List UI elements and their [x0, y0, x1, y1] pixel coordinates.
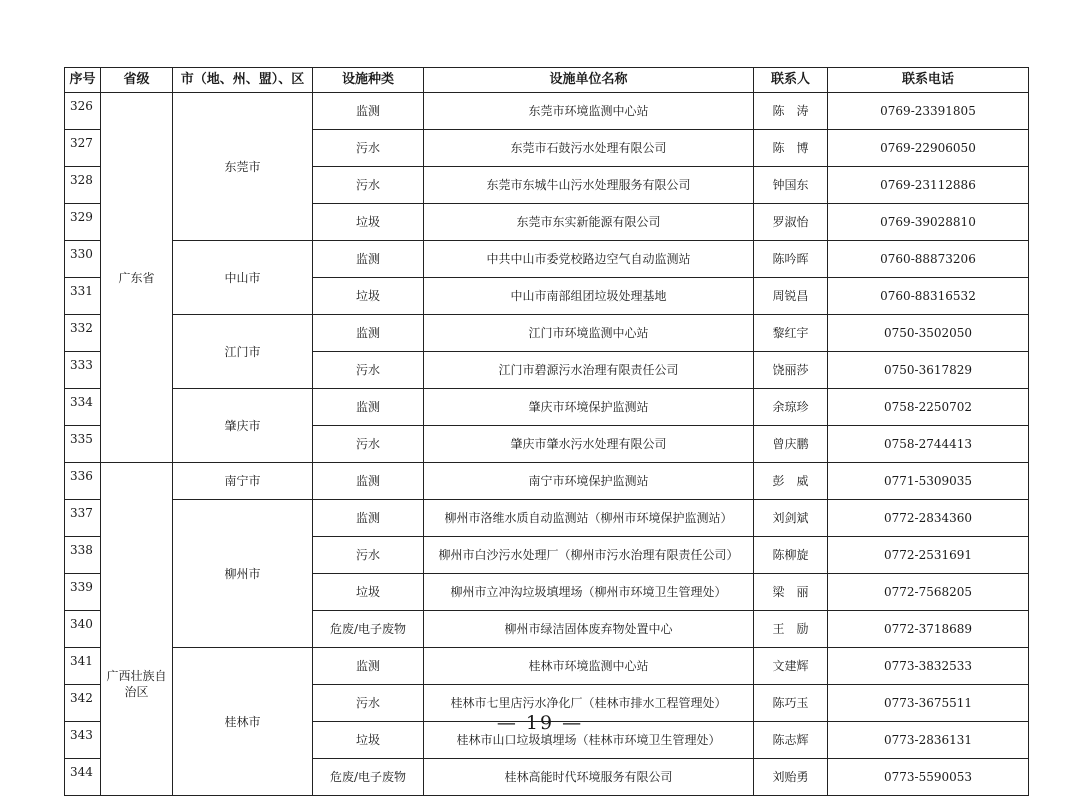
- cell-contact: 陈柳旋: [754, 537, 828, 574]
- cell-facility-type: 监测: [313, 500, 424, 537]
- cell-contact: 饶丽莎: [754, 352, 828, 389]
- cell-facility-name: 柳州市洛维水质自动监测站（柳州市环境保护监测站）: [424, 500, 754, 537]
- cell-phone: 0772-2531691: [828, 537, 1029, 574]
- cell-seq: 329: [65, 204, 101, 241]
- cell-facility-type: 垃圾: [313, 278, 424, 315]
- cell-contact: 彭 威: [754, 463, 828, 500]
- cell-facility-type: 垃圾: [313, 574, 424, 611]
- cell-city: 东莞市: [173, 93, 313, 241]
- cell-seq: 328: [65, 167, 101, 204]
- cell-seq: 343: [65, 722, 101, 759]
- cell-facility-name: 桂林市山口垃圾填埋场（桂林市环境卫生管理处）: [424, 722, 754, 759]
- cell-contact: 梁 丽: [754, 574, 828, 611]
- cell-facility-name: 桂林高能时代环境服务有限公司: [424, 759, 754, 796]
- cell-seq: 335: [65, 426, 101, 463]
- header-phone: 联系电话: [828, 68, 1029, 93]
- cell-facility-name: 东莞市东城牛山污水处理服务有限公司: [424, 167, 754, 204]
- cell-phone: 0769-22906050: [828, 130, 1029, 167]
- cell-facility-name: 中山市南部组团垃圾处理基地: [424, 278, 754, 315]
- cell-seq: 331: [65, 278, 101, 315]
- header-city: 市（地、州、盟）、区: [173, 68, 313, 93]
- cell-seq: 339: [65, 574, 101, 611]
- cell-facility-name: 江门市碧源污水治理有限责任公司: [424, 352, 754, 389]
- cell-contact: 陈 博: [754, 130, 828, 167]
- cell-city: 中山市: [173, 241, 313, 315]
- cell-city: 柳州市: [173, 500, 313, 648]
- cell-facility-type: 监测: [313, 389, 424, 426]
- cell-facility-name: 江门市环境监测中心站: [424, 315, 754, 352]
- cell-contact: 陈志辉: [754, 722, 828, 759]
- cell-phone: 0772-2834360: [828, 500, 1029, 537]
- cell-facility-name: 东莞市东实新能源有限公司: [424, 204, 754, 241]
- cell-phone: 0758-2744413: [828, 426, 1029, 463]
- cell-seq: 337: [65, 500, 101, 537]
- cell-facility-name: 柳州市绿洁固体废弃物处置中心: [424, 611, 754, 648]
- cell-contact: 文建辉: [754, 648, 828, 685]
- cell-contact: 王 励: [754, 611, 828, 648]
- cell-seq: 326: [65, 93, 101, 130]
- cell-seq: 336: [65, 463, 101, 500]
- cell-phone: 0772-3718689: [828, 611, 1029, 648]
- table-row: [65, 241, 1029, 278]
- cell-seq: 327: [65, 130, 101, 167]
- cell-facility-type: 污水: [313, 426, 424, 463]
- cell-facility-name: 桂林市环境监测中心站: [424, 648, 754, 685]
- cell-contact: 钟国东: [754, 167, 828, 204]
- cell-province: 广东省: [101, 93, 173, 463]
- cell-facility-type: 垃圾: [313, 204, 424, 241]
- cell-city: 肇庆市: [173, 389, 313, 463]
- cell-facility-name: 肇庆市环境保护监测站: [424, 389, 754, 426]
- cell-phone: 0760-88873206: [828, 241, 1029, 278]
- cell-facility-type: 监测: [313, 93, 424, 130]
- cell-facility-type: 污水: [313, 167, 424, 204]
- cell-facility-type: 污水: [313, 537, 424, 574]
- cell-contact: 刘剑斌: [754, 500, 828, 537]
- cell-facility-type: 污水: [313, 685, 424, 722]
- cell-facility-name: 中共中山市委党校路边空气自动监测站: [424, 241, 754, 278]
- header-contact: 联系人: [754, 68, 828, 93]
- cell-contact: 余琼珍: [754, 389, 828, 426]
- cell-facility-name: 东莞市环境监测中心站: [424, 93, 754, 130]
- cell-facility-type: 污水: [313, 352, 424, 389]
- cell-province: 广西壮族自治区: [101, 463, 173, 796]
- cell-contact: 曾庆鹏: [754, 426, 828, 463]
- cell-facility-name: 桂林市七里店污水净化厂（桂林市排水工程管理处）: [424, 685, 754, 722]
- table-row: [65, 648, 1029, 685]
- header-province: 省级: [101, 68, 173, 93]
- cell-contact: 陈 涛: [754, 93, 828, 130]
- cell-facility-name: 肇庆市肇水污水处理有限公司: [424, 426, 754, 463]
- cell-phone: 0771-5309035: [828, 463, 1029, 500]
- cell-phone: 0769-23112886: [828, 167, 1029, 204]
- table-row: [65, 500, 1029, 537]
- cell-seq: 338: [65, 537, 101, 574]
- cell-facility-type: 污水: [313, 130, 424, 167]
- cell-contact: 罗淑怡: [754, 204, 828, 241]
- cell-facility-type: 垃圾: [313, 722, 424, 759]
- cell-phone: 0750-3502050: [828, 315, 1029, 352]
- cell-contact: 黎红宇: [754, 315, 828, 352]
- cell-city: 江门市: [173, 315, 313, 389]
- table-row: [65, 315, 1029, 352]
- cell-seq: 333: [65, 352, 101, 389]
- cell-contact: 刘贻勇: [754, 759, 828, 796]
- cell-seq: 332: [65, 315, 101, 352]
- header-facility-name: 设施单位名称: [424, 68, 754, 93]
- facility-table: [64, 67, 1029, 796]
- cell-phone: 0750-3617829: [828, 352, 1029, 389]
- cell-facility-type: 监测: [313, 463, 424, 500]
- cell-facility-type: 危废/电子废物: [313, 759, 424, 796]
- cell-seq: 341: [65, 648, 101, 685]
- cell-phone: 0760-88316532: [828, 278, 1029, 315]
- cell-facility-type: 监测: [313, 648, 424, 685]
- cell-city: 南宁市: [173, 463, 313, 500]
- cell-facility-type: 危废/电子废物: [313, 611, 424, 648]
- table-header-row: [65, 68, 1029, 93]
- cell-seq: 330: [65, 241, 101, 278]
- header-seq: 序号: [65, 68, 101, 93]
- cell-phone: 0758-2250702: [828, 389, 1029, 426]
- cell-seq: 344: [65, 759, 101, 796]
- cell-contact: 陈巧玉: [754, 685, 828, 722]
- cell-facility-type: 监测: [313, 241, 424, 278]
- cell-facility-name: 柳州市立冲沟垃圾填埋场（柳州市环境卫生管理处）: [424, 574, 754, 611]
- cell-phone: 0773-5590053: [828, 759, 1029, 796]
- cell-phone: 0773-3832533: [828, 648, 1029, 685]
- cell-facility-type: 监测: [313, 315, 424, 352]
- cell-seq: 340: [65, 611, 101, 648]
- cell-contact: 陈吟晖: [754, 241, 828, 278]
- cell-facility-name: 柳州市白沙污水处理厂（柳州市污水治理有限责任公司）: [424, 537, 754, 574]
- cell-phone: 0772-7568205: [828, 574, 1029, 611]
- table-row: [65, 389, 1029, 426]
- cell-phone: 0773-2836131: [828, 722, 1029, 759]
- table-row: [65, 463, 1029, 500]
- cell-seq: 342: [65, 685, 101, 722]
- page-number: — 19 —: [496, 712, 584, 734]
- cell-facility-name: 东莞市石鼓污水处理有限公司: [424, 130, 754, 167]
- header-facility-type: 设施种类: [313, 68, 424, 93]
- cell-phone: 0769-23391805: [828, 93, 1029, 130]
- cell-facility-name: 南宁市环境保护监测站: [424, 463, 754, 500]
- cell-seq: 334: [65, 389, 101, 426]
- cell-city: 桂林市: [173, 648, 313, 796]
- cell-phone: 0773-3675511: [828, 685, 1029, 722]
- cell-contact: 周锐昌: [754, 278, 828, 315]
- cell-phone: 0769-39028810: [828, 204, 1029, 241]
- table-row: [65, 93, 1029, 130]
